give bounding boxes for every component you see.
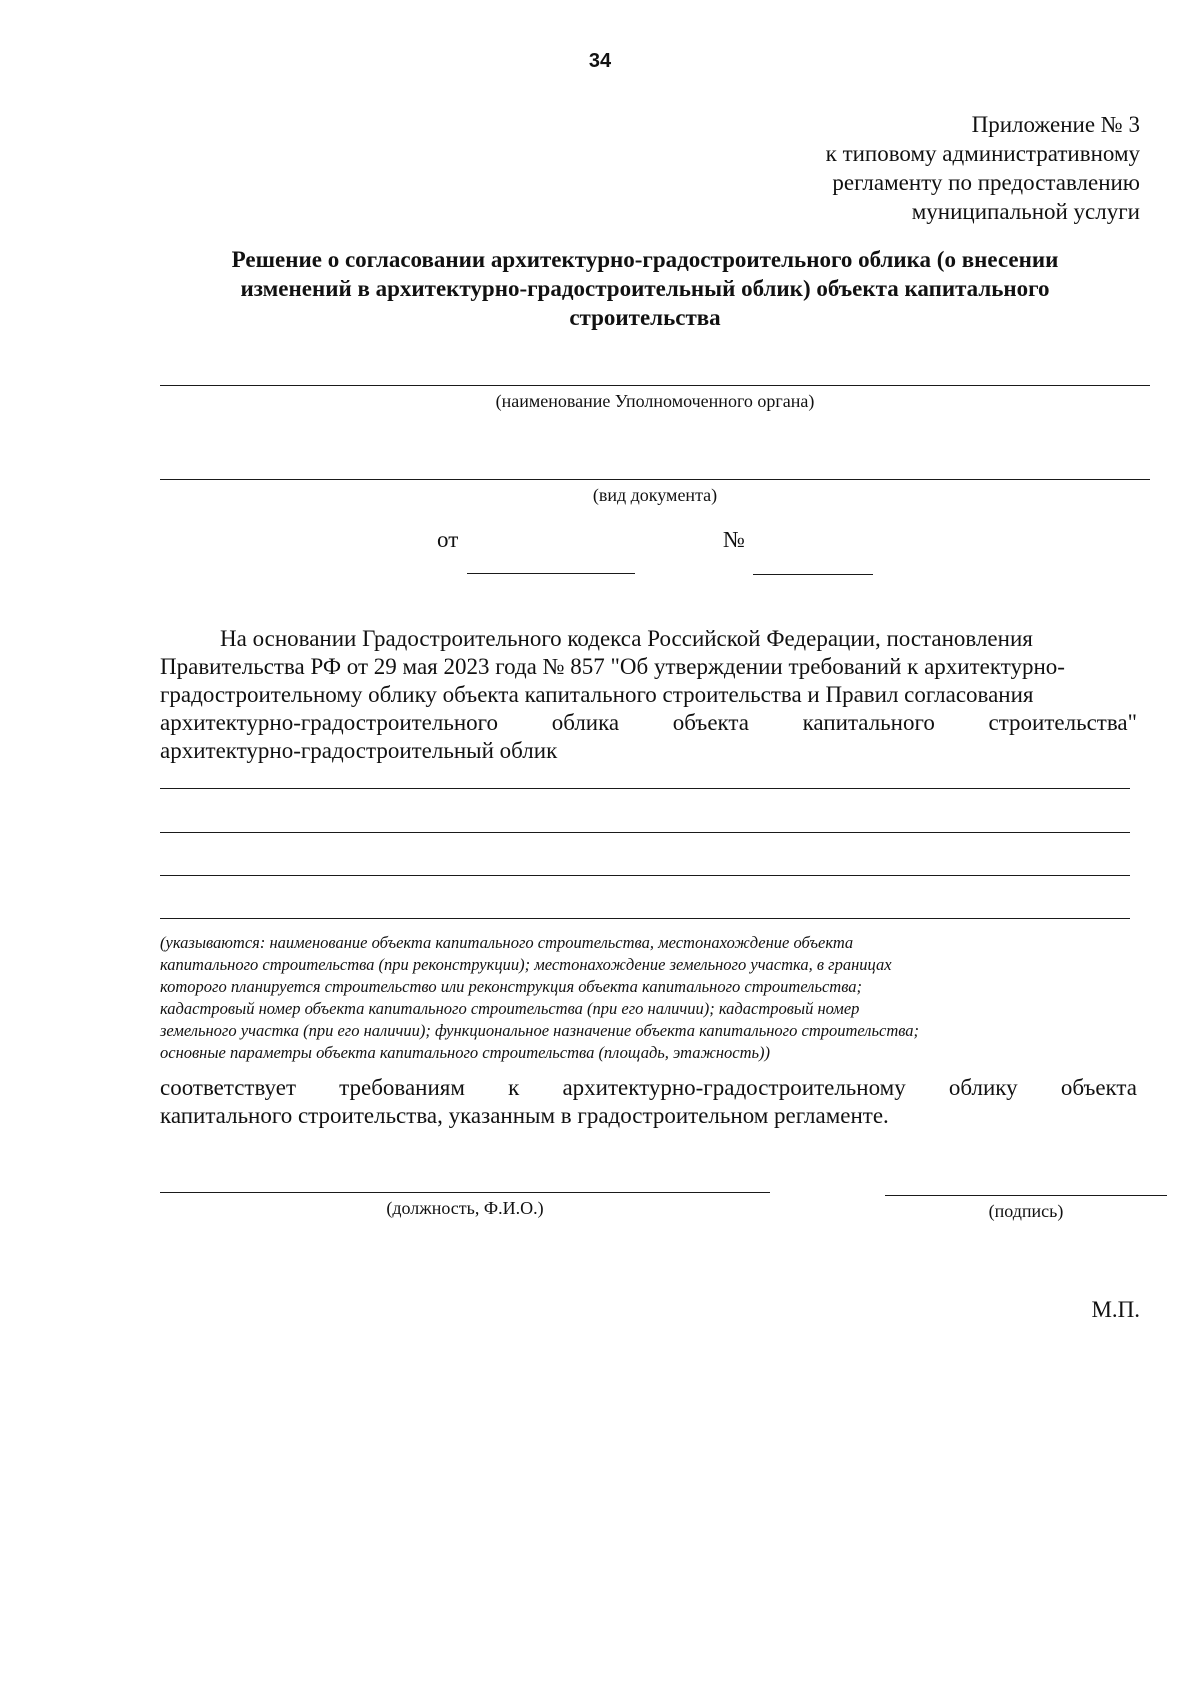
conclusion-line: капитального строительства, указанным в градостроительном регламенте. xyxy=(160,1103,889,1128)
position-name-line xyxy=(160,1192,770,1193)
authority-name-line xyxy=(160,385,1150,386)
conclusion-word: соответствует xyxy=(160,1075,297,1100)
note-line: капитального строительства (при реконструкции); местонахождение земельного участка, в границах xyxy=(160,955,892,974)
stamp-place-label: М.П. xyxy=(1091,1297,1140,1322)
body-line: Правительства РФ от 29 мая 2023 года № 857 "Об утверждении требований к архитектурно- xyxy=(160,654,1065,679)
date-label: от xyxy=(437,527,459,552)
position-name-caption: (должность, Ф.И.О.) xyxy=(386,1198,544,1218)
body-word: облика xyxy=(551,710,620,735)
date-line xyxy=(467,573,635,574)
document-type-caption: (вид документа) xyxy=(592,485,718,505)
conclusion-word: к xyxy=(508,1075,520,1100)
annex-header xyxy=(826,110,1140,226)
blank-line xyxy=(160,832,1130,833)
document-type-line xyxy=(160,479,1150,480)
page-number: 34 xyxy=(588,50,612,72)
conclusion-word: облику xyxy=(948,1075,1018,1100)
note-line: которого планируется строительство или реконструкция объекта капитального строительства; xyxy=(160,977,862,996)
authority-caption: (наименование Уполномоченного органа) xyxy=(495,391,815,411)
number-label: № xyxy=(723,527,745,552)
note-line: (указываются: наименование объекта капитального строительства, местонахождение объекта xyxy=(160,933,854,952)
body-line: архитектурно-градостроительный облик xyxy=(160,738,558,763)
note-line: земельного участка (при его наличии); функциональное назначение объекта капитального строительства; xyxy=(160,1021,920,1040)
annex-line: к типовому административному xyxy=(825,141,1140,166)
body-line: На основании Градостроительного кодекса Российской Федерации, постановления xyxy=(220,626,1033,651)
annex-line: регламенту по предоставлению xyxy=(832,170,1140,195)
title-line: изменений в архитектурно-градостроительный облик) объекта капитального xyxy=(240,276,1050,301)
blank-line xyxy=(160,918,1130,919)
conclusion-word: архитектурно-градостроительному xyxy=(562,1075,906,1100)
body-word: объекта xyxy=(672,710,749,735)
annex-line: муниципальной услуги xyxy=(911,199,1140,224)
title-line: строительства xyxy=(569,305,721,330)
conclusion-word: объекта xyxy=(1060,1075,1137,1100)
body-word: капитального xyxy=(802,710,935,735)
annex-line: Приложение № 3 xyxy=(971,112,1140,137)
blank-line xyxy=(160,875,1130,876)
blank-line xyxy=(160,788,1130,789)
conclusion-line-justified xyxy=(160,1074,1137,1102)
signature-caption: (подпись) xyxy=(988,1201,1064,1221)
body-word: архитектурно-градостроительного xyxy=(160,710,499,735)
note-line: кадастровый номер объекта капитального строительства (при его наличии); кадастровый номер xyxy=(160,999,860,1018)
body-word: строительства" xyxy=(988,710,1137,735)
number-line xyxy=(753,574,873,575)
title-line: Решение о согласовании архитектурно-градостроительного облика (о внесении xyxy=(231,247,1059,272)
conclusion-word: требованиям xyxy=(339,1075,465,1100)
note-line: основные параметры объекта капитального строительства (площадь, этажность)) xyxy=(160,1043,771,1062)
body-line: градостроительному облику объекта капитального строительства и Правил согласования xyxy=(160,682,1034,707)
body-line-justified xyxy=(160,709,1137,737)
signature-line xyxy=(885,1195,1167,1196)
document-title xyxy=(180,245,1110,332)
